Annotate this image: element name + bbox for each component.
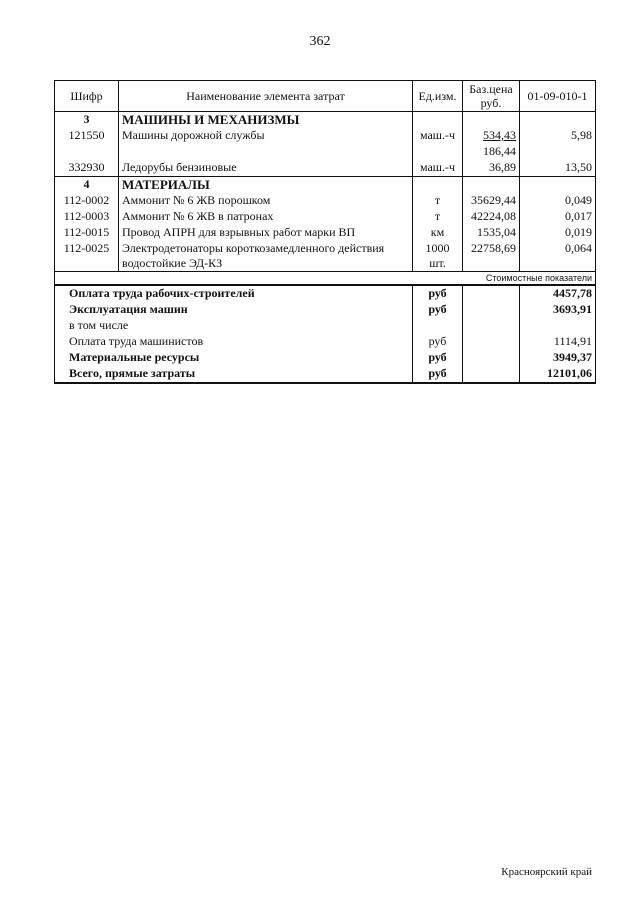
summary-label: Оплата труда рабочих-строителей	[55, 285, 413, 302]
summary-value: 1114,91	[520, 334, 596, 350]
row-unit: маш.-ч	[413, 160, 463, 177]
cost-table	[54, 80, 596, 384]
row-price: 35629,44	[463, 193, 520, 209]
row-name: Аммонит № 6 ЖВ порошком	[119, 193, 413, 209]
row-price: 22758,69	[463, 241, 520, 272]
row-name: Машины дорожной службы	[119, 128, 413, 144]
table-row-continued	[55, 144, 596, 160]
row-name: Ледорубы бензиновые	[119, 160, 413, 177]
row-code: 332930	[55, 160, 119, 177]
table-row	[55, 225, 596, 241]
summary-row	[55, 285, 596, 302]
header-code: Шифр	[55, 81, 119, 112]
row-price-value: 534,43	[483, 128, 516, 142]
table-row	[55, 241, 596, 272]
row-unit: 1000 шт.	[413, 241, 463, 272]
row-value: 0,017	[520, 209, 596, 225]
row-code: 112-0025	[55, 241, 119, 272]
row-code: 112-0002	[55, 193, 119, 209]
region-footer: Красноярский край	[501, 866, 592, 878]
row-value: 0,049	[520, 193, 596, 209]
summary-unit	[413, 318, 463, 334]
cost-indicators-banner: Стоимостные показатели	[55, 272, 596, 286]
row-unit: т	[413, 209, 463, 225]
summary-row	[55, 302, 596, 318]
summary-unit: руб	[413, 302, 463, 318]
table-header-row	[55, 81, 596, 112]
row-name: Электродетонаторы короткозамедленного действия водостойкие ЭД-КЗ	[119, 241, 413, 272]
summary-value: 3949,37	[520, 350, 596, 366]
summary-value: 12101,06	[520, 366, 596, 383]
header-price: Баз.цена руб.	[463, 81, 520, 112]
row-value: 5,98	[520, 128, 596, 144]
header-name: Наименование элемента затрат	[119, 81, 413, 112]
row-name: Провод АПРН для взрывных работ марки ВП	[119, 225, 413, 241]
summary-row	[55, 366, 596, 383]
row-price: 1535,04	[463, 225, 520, 241]
section-row	[55, 177, 596, 194]
summary-label: Эксплуатация машин	[55, 302, 413, 318]
row-code: 112-0015	[55, 225, 119, 241]
row-value: 13,50	[520, 160, 596, 177]
summary-row	[55, 350, 596, 366]
row-name: Аммонит № 6 ЖВ в патронах	[119, 209, 413, 225]
row-unit: км	[413, 225, 463, 241]
summary-unit: руб	[413, 366, 463, 383]
summary-unit: руб	[413, 334, 463, 350]
summary-label: в том числе	[55, 318, 413, 334]
row-price	[463, 128, 520, 144]
row-code: 112-0003	[55, 209, 119, 225]
table-row	[55, 160, 596, 177]
row-code: 121550	[55, 128, 119, 144]
cost-indicators-banner-row	[55, 272, 596, 286]
summary-unit: руб	[413, 285, 463, 302]
row-unit: маш.-ч	[413, 128, 463, 144]
page-number: 362	[309, 34, 331, 49]
row-price: 42224,08	[463, 209, 520, 225]
row-price-secondary: 186,44	[463, 144, 520, 160]
summary-value	[520, 318, 596, 334]
section-row	[55, 112, 596, 129]
row-value: 0,019	[520, 225, 596, 241]
table-row	[55, 128, 596, 144]
header-unit: Ед.изм.	[413, 81, 463, 112]
row-value: 0,064	[520, 241, 596, 272]
summary-label: Оплата труда машинистов	[55, 334, 413, 350]
summary-row	[55, 318, 596, 334]
summary-unit: руб	[413, 350, 463, 366]
section-number: 3	[55, 112, 119, 129]
summary-value: 4457,78	[520, 285, 596, 302]
table-row	[55, 193, 596, 209]
header-norm: 01-09-010-1	[520, 81, 596, 112]
summary-label: Всего, прямые затраты	[55, 366, 413, 383]
row-unit: т	[413, 193, 463, 209]
section-title: МАШИНЫ И МЕХАНИЗМЫ	[119, 112, 413, 129]
section-title: МАТЕРИАЛЫ	[119, 177, 413, 194]
summary-row	[55, 334, 596, 350]
row-price: 36,89	[463, 160, 520, 177]
summary-value: 3693,91	[520, 302, 596, 318]
section-number: 4	[55, 177, 119, 194]
summary-label: Материальные ресурсы	[55, 350, 413, 366]
table-row	[55, 209, 596, 225]
